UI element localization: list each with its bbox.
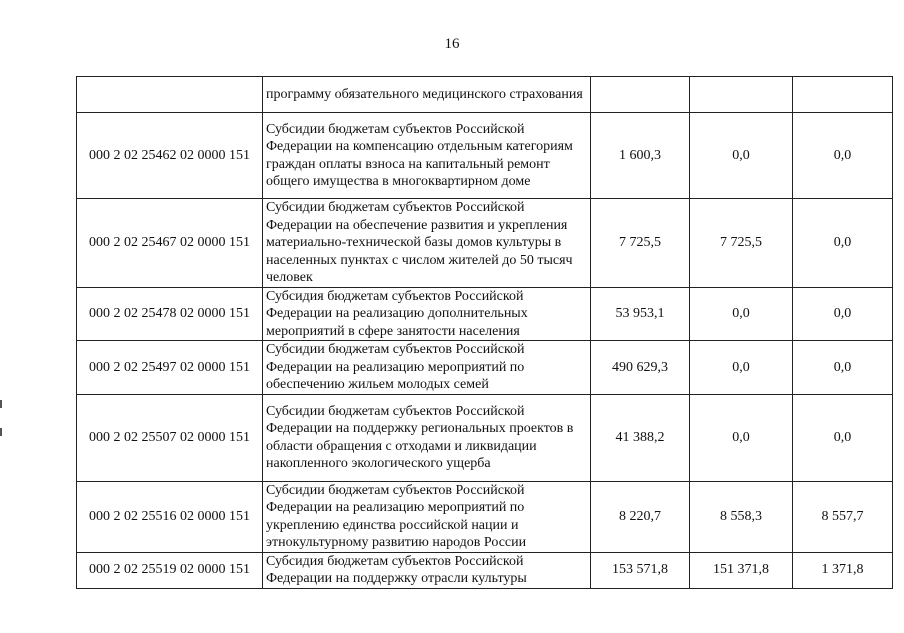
value-year1-cell xyxy=(591,77,690,113)
description-cell: Субсидии бюджетам субъектов Российской Федерации на обеспечение развития и укрепления материально-технической базы домов культуры в населенных пунктах с числом жителей до 50 тысяч человек xyxy=(263,199,591,288)
budget-code-cell: 000 2 02 25462 02 0000 151 xyxy=(77,113,263,199)
scan-edge-mark xyxy=(0,428,2,436)
value-year2-cell: 0,0 xyxy=(690,113,793,199)
value-year1-cell: 7 725,5 xyxy=(591,199,690,288)
budget-code-cell: 000 2 02 25519 02 0000 151 xyxy=(77,552,263,588)
table-row xyxy=(77,481,893,552)
table-row xyxy=(77,113,893,199)
budget-code-cell: 000 2 02 25478 02 0000 151 xyxy=(77,287,263,341)
budget-code-cell xyxy=(77,77,263,113)
value-year3-cell: 1 371,8 xyxy=(793,552,893,588)
value-year2-cell: 7 725,5 xyxy=(690,199,793,288)
value-year2-cell: 0,0 xyxy=(690,394,793,481)
description-cell: программу обязательного медицинского страхования xyxy=(263,77,591,113)
description-cell: Субсидии бюджетам субъектов Российской Федерации на реализацию мероприятий по укреплению единства российской нации и этнокультурному развитию народов России xyxy=(263,481,591,552)
description-cell: Субсидия бюджетам субъектов Российской Федерации на реализацию дополнительных мероприятий в сфере занятости населения xyxy=(263,287,591,341)
table-row xyxy=(77,77,893,113)
table-row xyxy=(77,341,893,395)
budget-code-cell: 000 2 02 25467 02 0000 151 xyxy=(77,199,263,288)
value-year3-cell: 0,0 xyxy=(793,199,893,288)
scan-edge-mark xyxy=(0,400,2,408)
table-row xyxy=(77,199,893,288)
table-row xyxy=(77,552,893,588)
value-year1-cell: 490 629,3 xyxy=(591,341,690,395)
value-year3-cell: 0,0 xyxy=(793,113,893,199)
description-cell: Субсидии бюджетам субъектов Российской Федерации на поддержку региональных проектов в области обращения с отходами и ликвидации накопленного экологического ущерба xyxy=(263,394,591,481)
value-year3-cell: 0,0 xyxy=(793,341,893,395)
value-year2-cell: 8 558,3 xyxy=(690,481,793,552)
value-year1-cell: 153 571,8 xyxy=(591,552,690,588)
budget-code-cell: 000 2 02 25497 02 0000 151 xyxy=(77,341,263,395)
value-year2-cell: 0,0 xyxy=(690,287,793,341)
value-year1-cell: 1 600,3 xyxy=(591,113,690,199)
budget-code-cell: 000 2 02 25516 02 0000 151 xyxy=(77,481,263,552)
description-cell: Субсидии бюджетам субъектов Российской Федерации на компенсацию отдельным категориям граждан оплаты взноса на капитальный ремонт общего имущества в многоквартирном доме xyxy=(263,113,591,199)
value-year2-cell: 151 371,8 xyxy=(690,552,793,588)
table-row xyxy=(77,287,893,341)
value-year1-cell: 41 388,2 xyxy=(591,394,690,481)
table-row xyxy=(77,394,893,481)
value-year1-cell: 53 953,1 xyxy=(591,287,690,341)
budget-table xyxy=(76,76,893,589)
description-cell: Субсидии бюджетам субъектов Российской Федерации на реализацию мероприятий по обеспечению жильем молодых семей xyxy=(263,341,591,395)
value-year3-cell: 0,0 xyxy=(793,394,893,481)
value-year3-cell: 0,0 xyxy=(793,287,893,341)
page-number: 16 xyxy=(444,36,460,52)
value-year3-cell: 8 557,7 xyxy=(793,481,893,552)
value-year2-cell xyxy=(690,77,793,113)
value-year1-cell: 8 220,7 xyxy=(591,481,690,552)
description-cell: Субсидия бюджетам субъектов Российской Федерации на поддержку отрасли культуры xyxy=(263,552,591,588)
value-year2-cell: 0,0 xyxy=(690,341,793,395)
value-year3-cell xyxy=(793,77,893,113)
budget-code-cell: 000 2 02 25507 02 0000 151 xyxy=(77,394,263,481)
